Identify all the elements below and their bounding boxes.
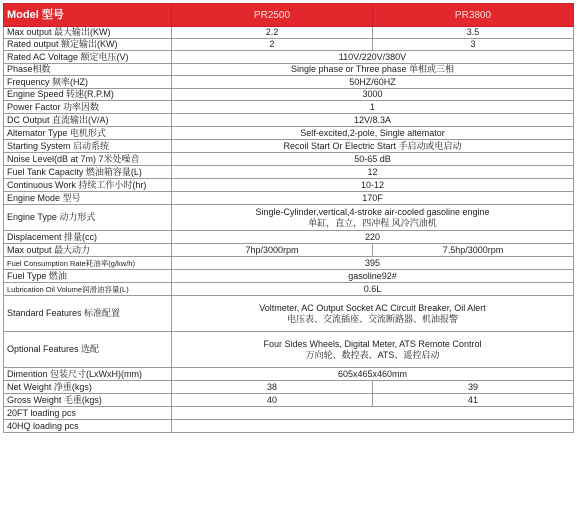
- row-value: 12: [172, 166, 574, 179]
- row-value: 220: [172, 231, 574, 244]
- row-label: Fuel Consumption Rate耗油率(g/kw/h): [4, 257, 172, 270]
- row-value: [172, 296, 574, 332]
- table-row: [4, 231, 574, 244]
- table-row: [4, 368, 574, 381]
- table-row: [4, 257, 574, 270]
- row-label: Max output 最大动力: [4, 244, 172, 257]
- row-label: Frequency 频率(HZ): [4, 76, 172, 89]
- row-value: 40: [172, 394, 373, 407]
- table-row: [4, 381, 574, 394]
- table-row: [4, 407, 574, 420]
- table-row: [4, 114, 574, 127]
- row-label: Engine Mode 型号: [4, 192, 172, 205]
- row-value: 1: [172, 101, 574, 114]
- table-row: [4, 27, 574, 39]
- header-label: Model 型号: [4, 4, 172, 27]
- table-row: [4, 140, 574, 153]
- row-label: Fuel Tank Capacity 燃油箱容量(L): [4, 166, 172, 179]
- table-row: [4, 270, 574, 283]
- row-value-line: 万向轮、数控表、ATS、遥控启动: [305, 349, 440, 360]
- row-value: 39: [373, 381, 574, 394]
- table-row: [4, 283, 574, 296]
- row-value: [172, 407, 574, 420]
- row-label: Continuous Work 持续工作小时(hr): [4, 179, 172, 192]
- row-value: 3.5: [373, 27, 574, 39]
- row-label: Lubrication Oil Volume润滑油容量(L): [4, 283, 172, 296]
- row-value: Single phase or Three phase 单相或三相: [172, 64, 574, 76]
- row-value: 0.6L: [172, 283, 574, 296]
- table-row: [4, 332, 574, 368]
- row-value: 12V/8.3A: [172, 114, 574, 127]
- row-value: [172, 205, 574, 231]
- row-label: Net Weight 净重(kgs): [4, 381, 172, 394]
- row-value: 3000: [172, 89, 574, 101]
- header-model: PR3800: [373, 4, 574, 27]
- row-value: 110V/220V/380V: [172, 51, 574, 64]
- row-label: Phase相数: [4, 64, 172, 76]
- row-value-line: 单缸，直立，四冲程 风冷汽油机: [308, 217, 437, 228]
- row-value: 605x465x460mm: [172, 368, 574, 381]
- row-value: 2.2: [172, 27, 373, 39]
- table-row: [4, 394, 574, 407]
- table-row: [4, 244, 574, 257]
- row-label: DC Output 直流输出(V/A): [4, 114, 172, 127]
- row-value: [172, 332, 574, 368]
- row-value: 38: [172, 381, 373, 394]
- row-label: Power Factor 功率因数: [4, 101, 172, 114]
- table-row: [4, 192, 574, 205]
- table-row: [4, 420, 574, 433]
- table-row: [4, 127, 574, 140]
- row-label: Rated AC Voltage 额定电压(V): [4, 51, 172, 64]
- row-label: Starting System 启动系统: [4, 140, 172, 153]
- table-row: [4, 179, 574, 192]
- row-label: Dimention 包装尺寸(LxWxH)(mm): [4, 368, 172, 381]
- table-row: [4, 296, 574, 332]
- row-label: Rated output 额定输出(KW): [4, 39, 172, 51]
- row-label: Gross Weight 毛重(kgs): [4, 394, 172, 407]
- row-label: Engine Type 动力形式: [4, 205, 172, 231]
- table-row: [4, 39, 574, 51]
- row-value-line: Single-Cylinder,vertical,4-stroke air-cooled gasoline engine: [255, 206, 490, 217]
- row-label: Standard Features 标准配置: [4, 296, 172, 332]
- row-value: Recoil Start Or Electric Start 手启动或电启动: [172, 140, 574, 153]
- row-label: Engine Speed 转速(R.P.M): [4, 89, 172, 101]
- row-value: 2: [172, 39, 373, 51]
- row-value-line: Voltmeter, AC Output Socket AC Circuit Breaker, Oil Alert: [259, 302, 486, 313]
- row-value: 10-12: [172, 179, 574, 192]
- row-value: 170F: [172, 192, 574, 205]
- row-label: Fuel Type 燃油: [4, 270, 172, 283]
- table-row: [4, 76, 574, 89]
- row-label: Noise Level(dB at 7m) 7米处噪音: [4, 153, 172, 166]
- table-header-row: [4, 4, 574, 27]
- header-model: PR2500: [172, 4, 373, 27]
- table-row: [4, 64, 574, 76]
- table-row: [4, 166, 574, 179]
- row-label: Displacement 排量(cc): [4, 231, 172, 244]
- row-label: Max output 最大输出(KW): [4, 27, 172, 39]
- table-row: [4, 51, 574, 64]
- row-value-line: Four Sides Wheels, Digital Meter, ATS Remote Control: [263, 338, 482, 349]
- row-value-line: 电压表、交流插座、交流断路器、机油报警: [286, 313, 458, 324]
- row-label: 40HQ loading pcs: [4, 420, 172, 433]
- row-label: 20FT loading pcs: [4, 407, 172, 420]
- row-value: gasoline92#: [172, 270, 574, 283]
- table-row: [4, 205, 574, 231]
- table-row: [4, 89, 574, 101]
- row-value: 395: [172, 257, 574, 270]
- row-label: Altemator Type 电机形式: [4, 127, 172, 140]
- row-label: Optional Features 选配: [4, 332, 172, 368]
- row-value: [172, 420, 574, 433]
- table-row: [4, 153, 574, 166]
- table-row: [4, 101, 574, 114]
- row-value: 7hp/3000rpm: [172, 244, 373, 257]
- row-value: 50HZ/60HZ: [172, 76, 574, 89]
- row-value: 50-65 dB: [172, 153, 574, 166]
- spec-table: [3, 3, 574, 433]
- row-value: 41: [373, 394, 574, 407]
- row-value: 3: [373, 39, 574, 51]
- row-value: Self-excited,2-pole, Single altemator: [172, 127, 574, 140]
- row-value: 7.5hp/3000rpm: [373, 244, 574, 257]
